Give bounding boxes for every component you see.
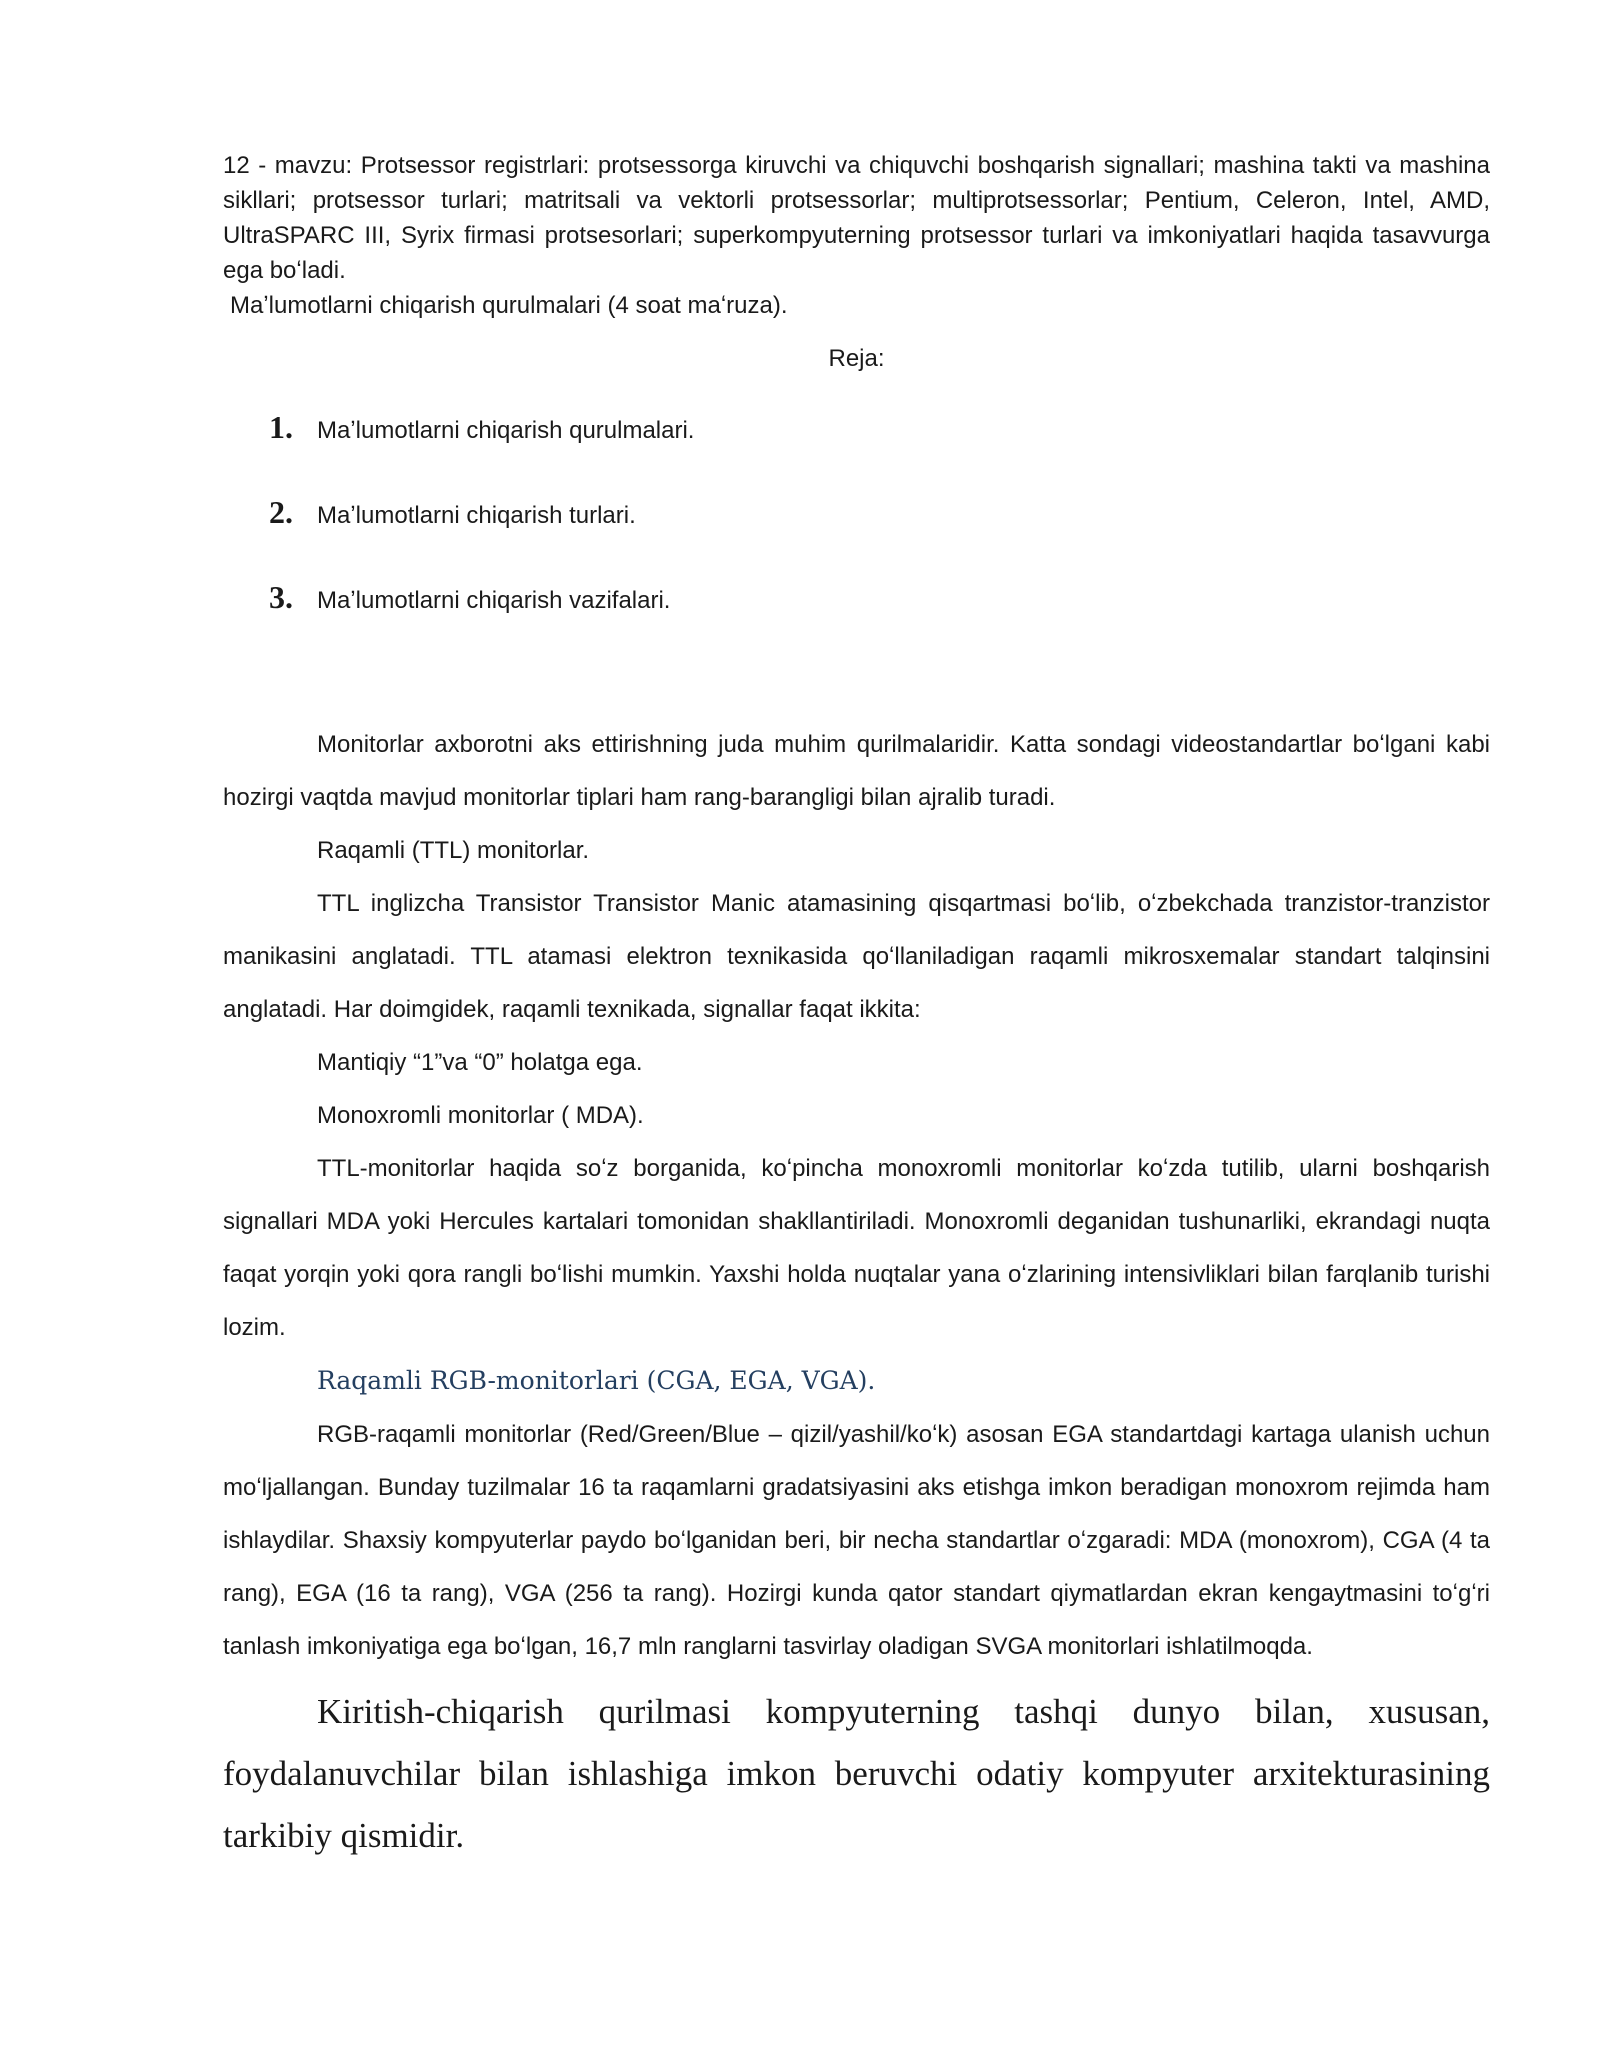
topic-intro: 12 - mavzu: Protsessor registrlari: protsessorga kiruvchi va chiquvchi boshqarish signallari; mashina takti va mashina sikllari; protsessor turlari; matritsali va vektorli protsessorlar; multiprotsessorlar; Pentium, Celeron, Intel, AMD, UltraSPARC III, Syrix firmasi protsesorlari; superkompyuterning protsessor turlari va imkoniyatlari haqida tasavvurga ega boʻladi. xyxy=(223,152,1490,284)
paragraph-rgb: RGB-raqamli monitorlar (Red/Green/Blue – qizil/yashil/koʻk) asosan EGA standartdagi kartaga ulanish uchun moʻljallangan. Bunday tuzilmalar 16 ta raqamlarni gradatsiyasini aks etishga imkon beradigan monoxrom rejimda ham ishlaydilar. Shaxsiy kompyuterlar paydo boʻlganidan beri, bir necha standartlar oʻzgaradi: MDA (monoxrom), CGA (4 ta rang), EGA (16 ta rang), VGA (256 ta rang). Hozirgi kunda qator standart qiymatlardan ekran kengaytmasini toʻgʻri tanlash imkoniyatiga ega boʻlgan, 16,7 mln ranglarni tasvirlay oladigan SVGA monitorlari ishlatilmoqda. xyxy=(223,1421,1490,1660)
plan-item xyxy=(223,494,1490,579)
body-text xyxy=(223,718,1490,1867)
plan-item-text: Maʼlumotlarni chiqarish qurulmalari. xyxy=(317,417,695,444)
plan-list xyxy=(223,409,1490,664)
paragraph-ttl-title: Raqamli (TTL) monitorlar. xyxy=(317,837,590,864)
paragraph-monitors: Monitorlar axborotni aks ettirishning juda muhim qurilmalaridir. Katta sondagi videostandartlar boʻlgani kabi hozirgi vaqtda mavjud monitorlar tiplari ham rang-barangligi bilan ajralib turadi. xyxy=(223,731,1490,811)
lecture-subtitle: Maʼlumotlarni chiqarish qurulmalari (4 soat maʻruza). xyxy=(230,292,788,319)
paragraph-mda-title: Monoxromli monitorlar ( MDA). xyxy=(317,1102,644,1129)
plan-item xyxy=(223,409,1490,494)
paragraph-logic-states: Mantiqiy “1”va “0” holatga ega. xyxy=(317,1049,643,1076)
plan-item xyxy=(223,579,1490,664)
document-content xyxy=(223,148,1490,1867)
plan-item-number: 2. xyxy=(269,494,293,530)
paragraph-io-device: Kiritish-chiqarish qurilmasi kompyuterning tashqi dunyo bilan, xususan, foydalanuvchilar bilan ishlashiga imkon beruvchi odatiy kompyuter arxitekturasining tarkibiy qismidir. xyxy=(223,1692,1490,1855)
paragraph-ttl: TTL inglizcha Transistor Transistor Manic atamasining qisqartmasi boʻlib, oʻzbekchada tranzistor-tranzistor manikasini anglatadi. TTL atamasi elektron texnikasida qoʻllaniladigan raqamli mikrosxemalar standart talqinsini anglatadi. Har doimgidek, raqamli texnikada, signallar faqat ikkita: xyxy=(223,890,1490,1023)
plan-item-text: Maʼlumotlarni chiqarish vazifalari. xyxy=(317,587,671,614)
plan-item-text: Maʼlumotlarni chiqarish turlari. xyxy=(317,502,636,529)
plan-item-number: 3. xyxy=(269,579,293,615)
plan-title: Reja: xyxy=(828,345,885,372)
plan-item-number: 1. xyxy=(269,409,293,445)
section-heading-rgb: Raqamli RGB-monitorlari (CGA, EGA, VGA). xyxy=(317,1366,876,1395)
paragraph-monochrome: TTL-monitorlar haqida soʻz borganida, koʻpincha monoxromli monitorlar koʻzda tutilib, ularni boshqarish signallari MDA yoki Hercules kartalari tomonidan shakllantiriladi. Monoxromli deganidan tushunarliki, ekrandagi nuqta faqat yorqin yoki qora rangli boʻlishi mumkin. Yaxshi holda nuqtalar yana oʻzlarining intensivliklari bilan farqlanib turishi lozim. xyxy=(223,1155,1490,1341)
